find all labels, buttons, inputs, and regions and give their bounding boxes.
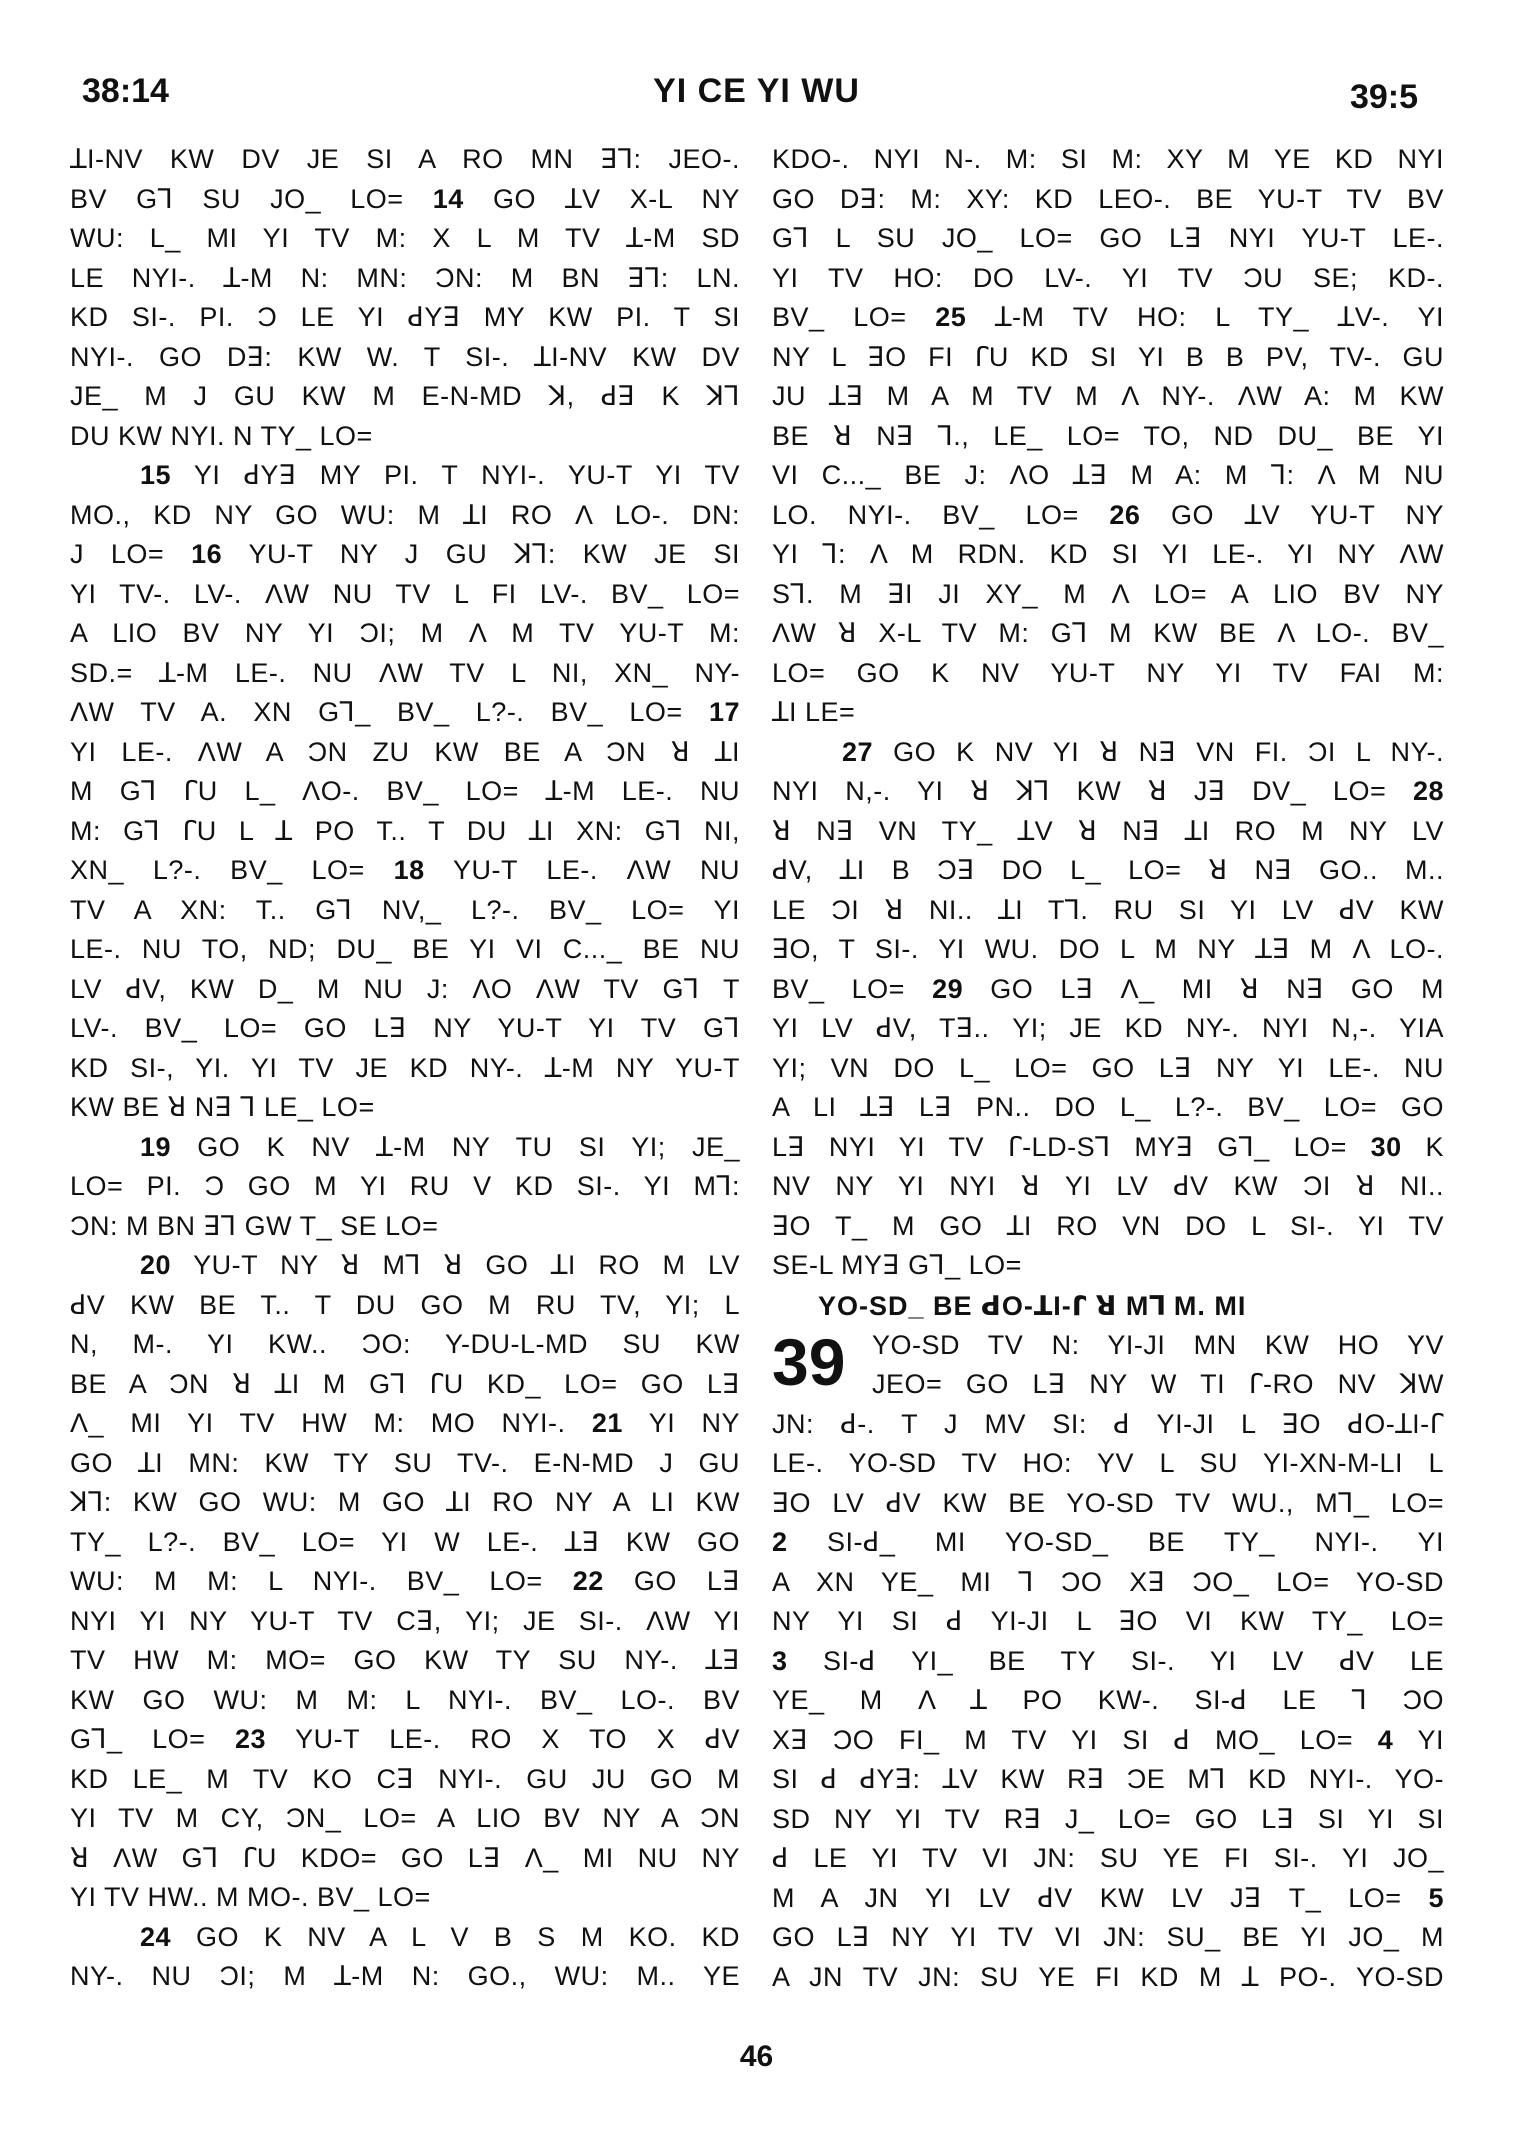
verse-number: 4: [1377, 1724, 1394, 1755]
text-line: 27 GO K NV YI ꓤ Nꓱ VN FI. ϽI L NY-.: [842, 736, 1444, 767]
text-line: VI C..._ BE J: ΛO ꓕꓱ M A: M ꓶ: Λ M NU: [772, 460, 1444, 490]
text-line: N, M-. YI KW.. ϽO: Y-DU-L-MD SU KW: [70, 1329, 740, 1359]
text-line: NYI N,-. YI ꓤ ꓘꓶ KW ꓤ Jꓱ DV_ LO= 28: [772, 776, 1444, 806]
text-line: A XN YE_ MI ꓶ ϽO Xꓱ ϽO_ LO= YO-SD: [772, 1566, 1444, 1597]
text-line: Sꓶ. M ꓱI JI XY_ M Λ LO= A LIO BV NY: [772, 578, 1444, 609]
text-line: ꓘꓶ: KW GO WU: M GO ꓕI RO NY A LI KW: [70, 1487, 740, 1517]
header-left-reference: 38:14: [82, 72, 169, 110]
text-line: 3 SI-ꓒ YI_ BE TY SI-. YI LV ꓒV LE: [772, 1645, 1444, 1676]
text-line: LV ꓒV, KW D_ M NU J: ΛO ΛW TV Gꓶ T: [70, 973, 740, 1004]
text-line: Xꓱ ϽO FI_ M TV YI SI ꓒ MO_ LO= 4 YI: [772, 1724, 1444, 1755]
text-line: GO ꓕI MN: KW TY SU TV-. E-N-MD J GU: [70, 1447, 740, 1478]
text-line: LO= PI. Ͻ GO M YI RU V KD SI-. YI Mꓶ:: [70, 1171, 740, 1201]
text-line: KW GO WU: M M: L NYI-. BV_ LO-. BV: [70, 1684, 740, 1715]
verse-number: 30: [1370, 1131, 1402, 1162]
text-line: SD.= ꓕ-M LE-. NU ΛW TV L NI, XN_ NY-: [70, 657, 740, 688]
text-line: GO Dꓱ: M: XY: KD LEO-. BE YU-T TV BV: [772, 183, 1444, 214]
text-line: Gꓶ L SU JO_ LO= GO Lꓱ NYI YU-T LE-.: [772, 223, 1444, 253]
text-line: ꓕI-NV KW DV JE SI A RO MN ꓱꓶ: JEO-.: [70, 144, 740, 174]
text-line: KD SI-. PI. Ͻ LE YI ꓒYꓱ MY KW PI. T SI: [70, 302, 740, 332]
text-line: ꓱO LV ꓒV KW BE YO-SD TV WU., Mꓶ_ LO=: [772, 1487, 1444, 1518]
text-line: ꓱO, T SI-. YI WU. DO L M NY ꓕꓱ M Λ LO-.: [772, 934, 1444, 964]
text-line: LO. NYI-. BV_ LO= 26 GO ꓕV YU-T NY: [772, 499, 1444, 530]
verse-number: 20: [140, 1250, 172, 1280]
text-line: ꓤ Nꓱ VN TY_ ꓕV ꓤ Nꓱ ꓕI RO M NY LV: [772, 815, 1444, 846]
text-line: NV NY YI NYI ꓤ YI LV ꓒV KW ϽI ꓤ NI..: [772, 1171, 1444, 1201]
text-line: 20 YU-T NY ꓤ Mꓶ ꓤ GO ꓕI RO M LV: [140, 1250, 740, 1280]
verse-number: 22: [572, 1566, 604, 1596]
left-column: [70, 140, 740, 1997]
text-line: 19 GO K NV ꓕ-M NY TU SI YI; JE_: [140, 1131, 740, 1162]
text-line: LO= GO K NV YU-T NY YI TV FAI M:: [772, 657, 1444, 688]
text-line: M A JN YI LV ꓒV KW LV Jꓱ T_ LO= 5: [772, 1882, 1444, 1913]
text-line: WU: L_ MI YI TV M: X L M TV ꓕ-M SD: [70, 223, 740, 253]
text-line: YO-SD TV N: YI-JI MN KW HO YV: [872, 1329, 1444, 1360]
text-line: ꓕI LE=: [772, 697, 856, 727]
text-line: BE ꓤ Nꓱ ꓶ., LE_ LO= TO, ND DU_ BE YI: [772, 420, 1444, 451]
text-line: ꓱO T_ M GO ꓕI RO VN DO L SI-. YI TV: [772, 1210, 1444, 1241]
text-line: ꓤ ΛW Gꓶ ꓩU KDO= GO Lꓱ Λ_ MI NU NY: [70, 1842, 740, 1873]
text-line: YI ꓶ: Λ M RDN. KD SI YI LE-. YI NY ΛW: [772, 539, 1444, 569]
text-line: 2 SI-ꓒ_ MI YO-SD_ BE TY_ NYI-. YI: [772, 1527, 1444, 1557]
text-line: YI TV HO: DO LV-. YI TV ϽU SE; KD-.: [772, 262, 1444, 293]
text-line: ꓒV, ꓕI B Ͻꓱ DO L_ LO= ꓤ Nꓱ GO.. M..: [772, 855, 1444, 885]
text-line: YI; VN DO L_ LO= GO Lꓱ NY YI LE-. NU: [772, 1052, 1444, 1083]
text-line: TY_ L?-. BV_ LO= YI W LE-. ꓕꓱ KW GO: [70, 1526, 740, 1557]
text-line: ϽN: M BN ꓱꓶ GW T_ SE LO=: [70, 1210, 439, 1241]
text-line: A JN TV JN: SU YE FI KD M ꓕ PO-. YO-SD: [772, 1961, 1444, 1992]
text-line: JEO= GO Lꓱ NY W TI ꓩ-RO NV ꓘW: [872, 1369, 1444, 1399]
text-line: LE-. YO-SD TV HO: YV L SU YI-XN-M-LI L: [772, 1448, 1444, 1478]
text-line: BV_ LO= 29 GO Lꓱ Λ_ MI ꓤ Nꓱ GO M: [772, 973, 1444, 1004]
text-line: KD SI-, YI. YI TV JE KD NY-. ꓕ-M NY YU-T: [70, 1052, 740, 1083]
text-line: NYI YI NY YU-T TV Cꓱ, YI; JE SI-. ΛW YI: [70, 1605, 740, 1636]
text-line: XN_ L?-. BV_ LO= 18 YU-T LE-. ΛW NU: [70, 855, 740, 885]
text-line: GO Lꓱ NY YI TV VI JN: SU_ BE YI JO_ M: [772, 1922, 1444, 1952]
verse-number: 18: [393, 855, 425, 885]
text-line: KW BE ꓤ Nꓱ ꓶ LE_ LO=: [70, 1092, 375, 1122]
text-line: LV-. BV_ LO= GO Lꓱ NY YU-T YI TV Gꓶ: [70, 1013, 740, 1043]
verse-number: 19: [140, 1131, 172, 1162]
text-line: LE ϽI ꓤ NI.. ꓕI Tꓶ. RU SI YI LV ꓒV KW: [772, 894, 1444, 925]
text-line: JU ꓕꓱ M A M TV M Λ NY-. ΛW A: M KW: [772, 381, 1444, 411]
verse-number: 29: [932, 973, 964, 1004]
text-line: DU KW NYI. N TY_ LO=: [70, 420, 373, 451]
verse-number: 26: [1109, 499, 1141, 530]
book-title: YI CE YI WU: [653, 72, 860, 110]
text-line: A LIO BV NY YI ϽI; M Λ M TV YU-T M:: [70, 618, 740, 648]
verse-number: 14: [432, 183, 464, 214]
text-line: WU: M M: L NYI-. BV_ LO= 22 GO Lꓱ: [70, 1566, 740, 1596]
text-line: JE_ M J GU KW M E-N-MD ꓘ, ꓒꓱ K ꓘꓶ: [70, 381, 740, 411]
text-line: TV A XN: T.. Gꓶ NV,_ L?-. BV_ LO= YI: [70, 894, 740, 925]
text-line: YI TV M CY, ϽN_ LO= A LIO BV NY A ϽN: [70, 1803, 740, 1833]
text-line: ꓒ LE YI TV VI JN: SU YE FI SI-. YI JO_: [772, 1843, 1444, 1873]
verse-number: 16: [191, 539, 223, 569]
text-line: MO., KD NY GO WU: M ꓕI RO Λ LO-. DN:: [70, 499, 740, 530]
text-line: Lꓱ NYI YI TV ꓩ-LD-Sꓶ MYꓱ Gꓶ_ LO= 30 K: [772, 1131, 1444, 1162]
text-line: Λ_ MI YI TV HW M: MO NYI-. 21 YI NY: [70, 1408, 740, 1438]
text-line: 15 YI ꓒYꓱ MY PI. T NYI-. YU-T YI TV: [140, 460, 740, 490]
verse-number: 27: [842, 736, 874, 767]
text-line: YI TV-. LV-. ΛW NU TV L FI LV-. BV_ LO=: [70, 578, 740, 609]
text-line: Gꓶ_ LO= 23 YU-T LE-. RO X TO X ꓒV: [70, 1724, 740, 1754]
text-line: A LI ꓕꓱ Lꓱ PN.. DO L_ L?-. BV_ LO= GO: [772, 1092, 1444, 1122]
text-line: YI LV ꓒV, Tꓱ.. YI; JE KD NY-. NYI N,-. YIA: [772, 1013, 1444, 1043]
text-line: 24 GO K NV A L V B S M KO. KD: [140, 1921, 740, 1952]
verse-number: 17: [708, 697, 740, 727]
verse-number: 25: [935, 302, 967, 332]
text-line: SI ꓒ ꓒYꓱ: ꓕV KW Rꓱ ϽE Mꓶ KD NYI-. YO-: [772, 1764, 1444, 1794]
chapter-opening: [772, 1326, 1444, 1405]
text-line: ΛW TV A. XN Gꓶ_ BV_ L?-. BV_ LO= 17: [70, 697, 740, 727]
text-line: M Gꓶ ꓩU L_ ΛO-. BV_ LO= ꓕ-M LE-. NU: [70, 776, 740, 806]
header-right-reference: 39:5: [1349, 78, 1418, 116]
running-header: [0, 72, 1513, 122]
page-number: 46: [739, 2040, 774, 2073]
text-line: YI LE-. ΛW A ϽN ZU KW BE A ϽN ꓤ ꓕI: [70, 736, 740, 767]
text-line: BV_ LO= 25 ꓕ-M TV HO: L TY_ ꓕV-. YI: [772, 302, 1444, 332]
verse-number: 5: [1428, 1882, 1444, 1913]
text-line: LE NYI-. ꓕ-M N: MN: ϽN: M BN ꓱꓶ: LN.: [70, 262, 740, 293]
text-line: KDO-. NYI N-. M: SI M: XY M YE KD NYI: [772, 144, 1444, 174]
text-line: YE_ M Λ ꓕ PO KW-. SI-ꓒ LE ꓶ ϽO: [772, 1685, 1444, 1715]
text-line: SD NY YI TV Rꓱ J_ LO= GO Lꓱ SI YI SI: [772, 1803, 1444, 1834]
text-line: NYI-. GO Dꓱ: KW W. T SI-. ꓕI-NV KW DV: [70, 341, 740, 372]
text-line: BE A ϽN ꓤ ꓕI M Gꓶ ꓩU KD_ LO= GO Lꓱ: [70, 1368, 740, 1399]
text-line: BV Gꓶ SU JO_ LO= 14 GO ꓕV X-L NY: [70, 183, 740, 214]
text-line: NY YI SI ꓒ YI-JI L ꓱO VI KW TY_ LO=: [772, 1606, 1444, 1636]
text-line: NY L ꓱO FI ꓩU KD SI YI B B PV, TV-. GU: [772, 341, 1444, 372]
text-line: LE-. NU TO, ND; DU_ BE YI VI C..._ BE NU: [70, 934, 740, 964]
verse-number: 23: [235, 1724, 267, 1754]
text-line: SE-L MYꓱ Gꓶ_ LO=: [772, 1250, 1022, 1280]
verse-number: 2: [772, 1527, 788, 1557]
chapter-number: 39: [772, 1324, 846, 1399]
right-column: [772, 140, 1444, 1997]
text-line: KD LE_ M TV KO Cꓱ NYI-. GU JU GO M: [70, 1763, 740, 1794]
verse-number: 21: [591, 1408, 623, 1438]
text-line: YI TV HW.. M MO-. BV_ LO=: [70, 1882, 431, 1912]
text-line: ΛW ꓤ X-L TV M: Gꓶ M KW BE Λ LO-. BV_: [772, 618, 1444, 648]
verse-number: 28: [1412, 776, 1444, 806]
chapter-heading: YO-SD_ BE ꓒO-ꓕI-ꓩ ꓤ Mꓶ M. MI: [818, 1290, 1247, 1321]
text-line: TV HW M: MO= GO KW TY SU NY-. ꓕꓱ: [70, 1645, 740, 1675]
text-line: JN: ꓒ-. T J MV SI: ꓒ YI-JI L ꓱO ꓒO-ꓕI-ꓩ: [772, 1408, 1444, 1439]
verse-number: 24: [140, 1921, 172, 1952]
text-line: NY-. NU ϽI; M ꓕ-M N: GO., WU: M.. YE: [70, 1961, 740, 1991]
text-line: M: Gꓶ ꓩU L ꓕ PO T.. T DU ꓕI XN: Gꓶ NI,: [70, 815, 740, 846]
verse-number: 3: [772, 1645, 788, 1676]
verse-number: 15: [140, 460, 172, 490]
text-line: J LO= 16 YU-T NY J GU ꓘꓶ: KW JE SI: [70, 539, 740, 569]
text-line: ꓒV KW BE T.. T DU GO M RU TV, YI; L: [70, 1289, 740, 1320]
